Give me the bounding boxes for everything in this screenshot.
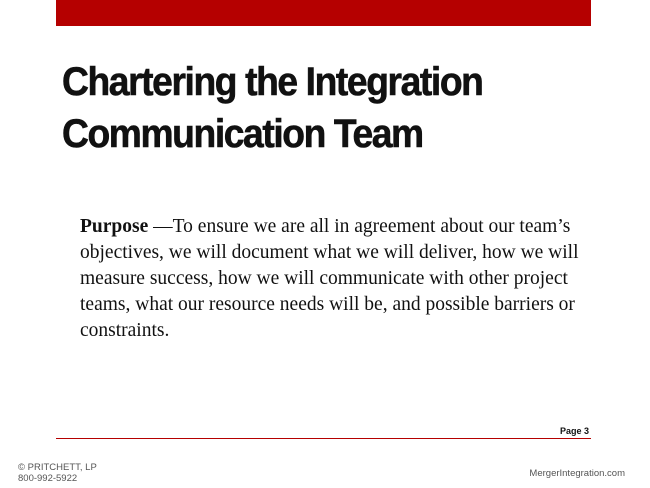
page-number: Page 3: [559, 426, 589, 436]
top-accent-bar: [56, 0, 591, 26]
copyright-block: [18, 462, 97, 484]
purpose-label: Purpose: [80, 216, 149, 237]
company-phone: 800-992-5922: [18, 473, 78, 484]
website-link[interactable]: MergerIntegration.com: [529, 468, 625, 479]
purpose-text: —To ensure we are all in agreement about our team’s objectives, we will document what we will deliver, how we will measure success, how we will communicate with other project teams, what our resource needs will be, and possible barriers or constraints.: [80, 216, 579, 341]
footer-divider: [56, 438, 591, 439]
company-name: © PRITCHETT, LP: [18, 462, 97, 473]
slide-title: [62, 56, 583, 160]
slide-title-line-2: Communication Team: [62, 112, 423, 156]
purpose-paragraph: [80, 214, 590, 344]
slide-title-line-1: Chartering the Integration: [62, 60, 483, 104]
